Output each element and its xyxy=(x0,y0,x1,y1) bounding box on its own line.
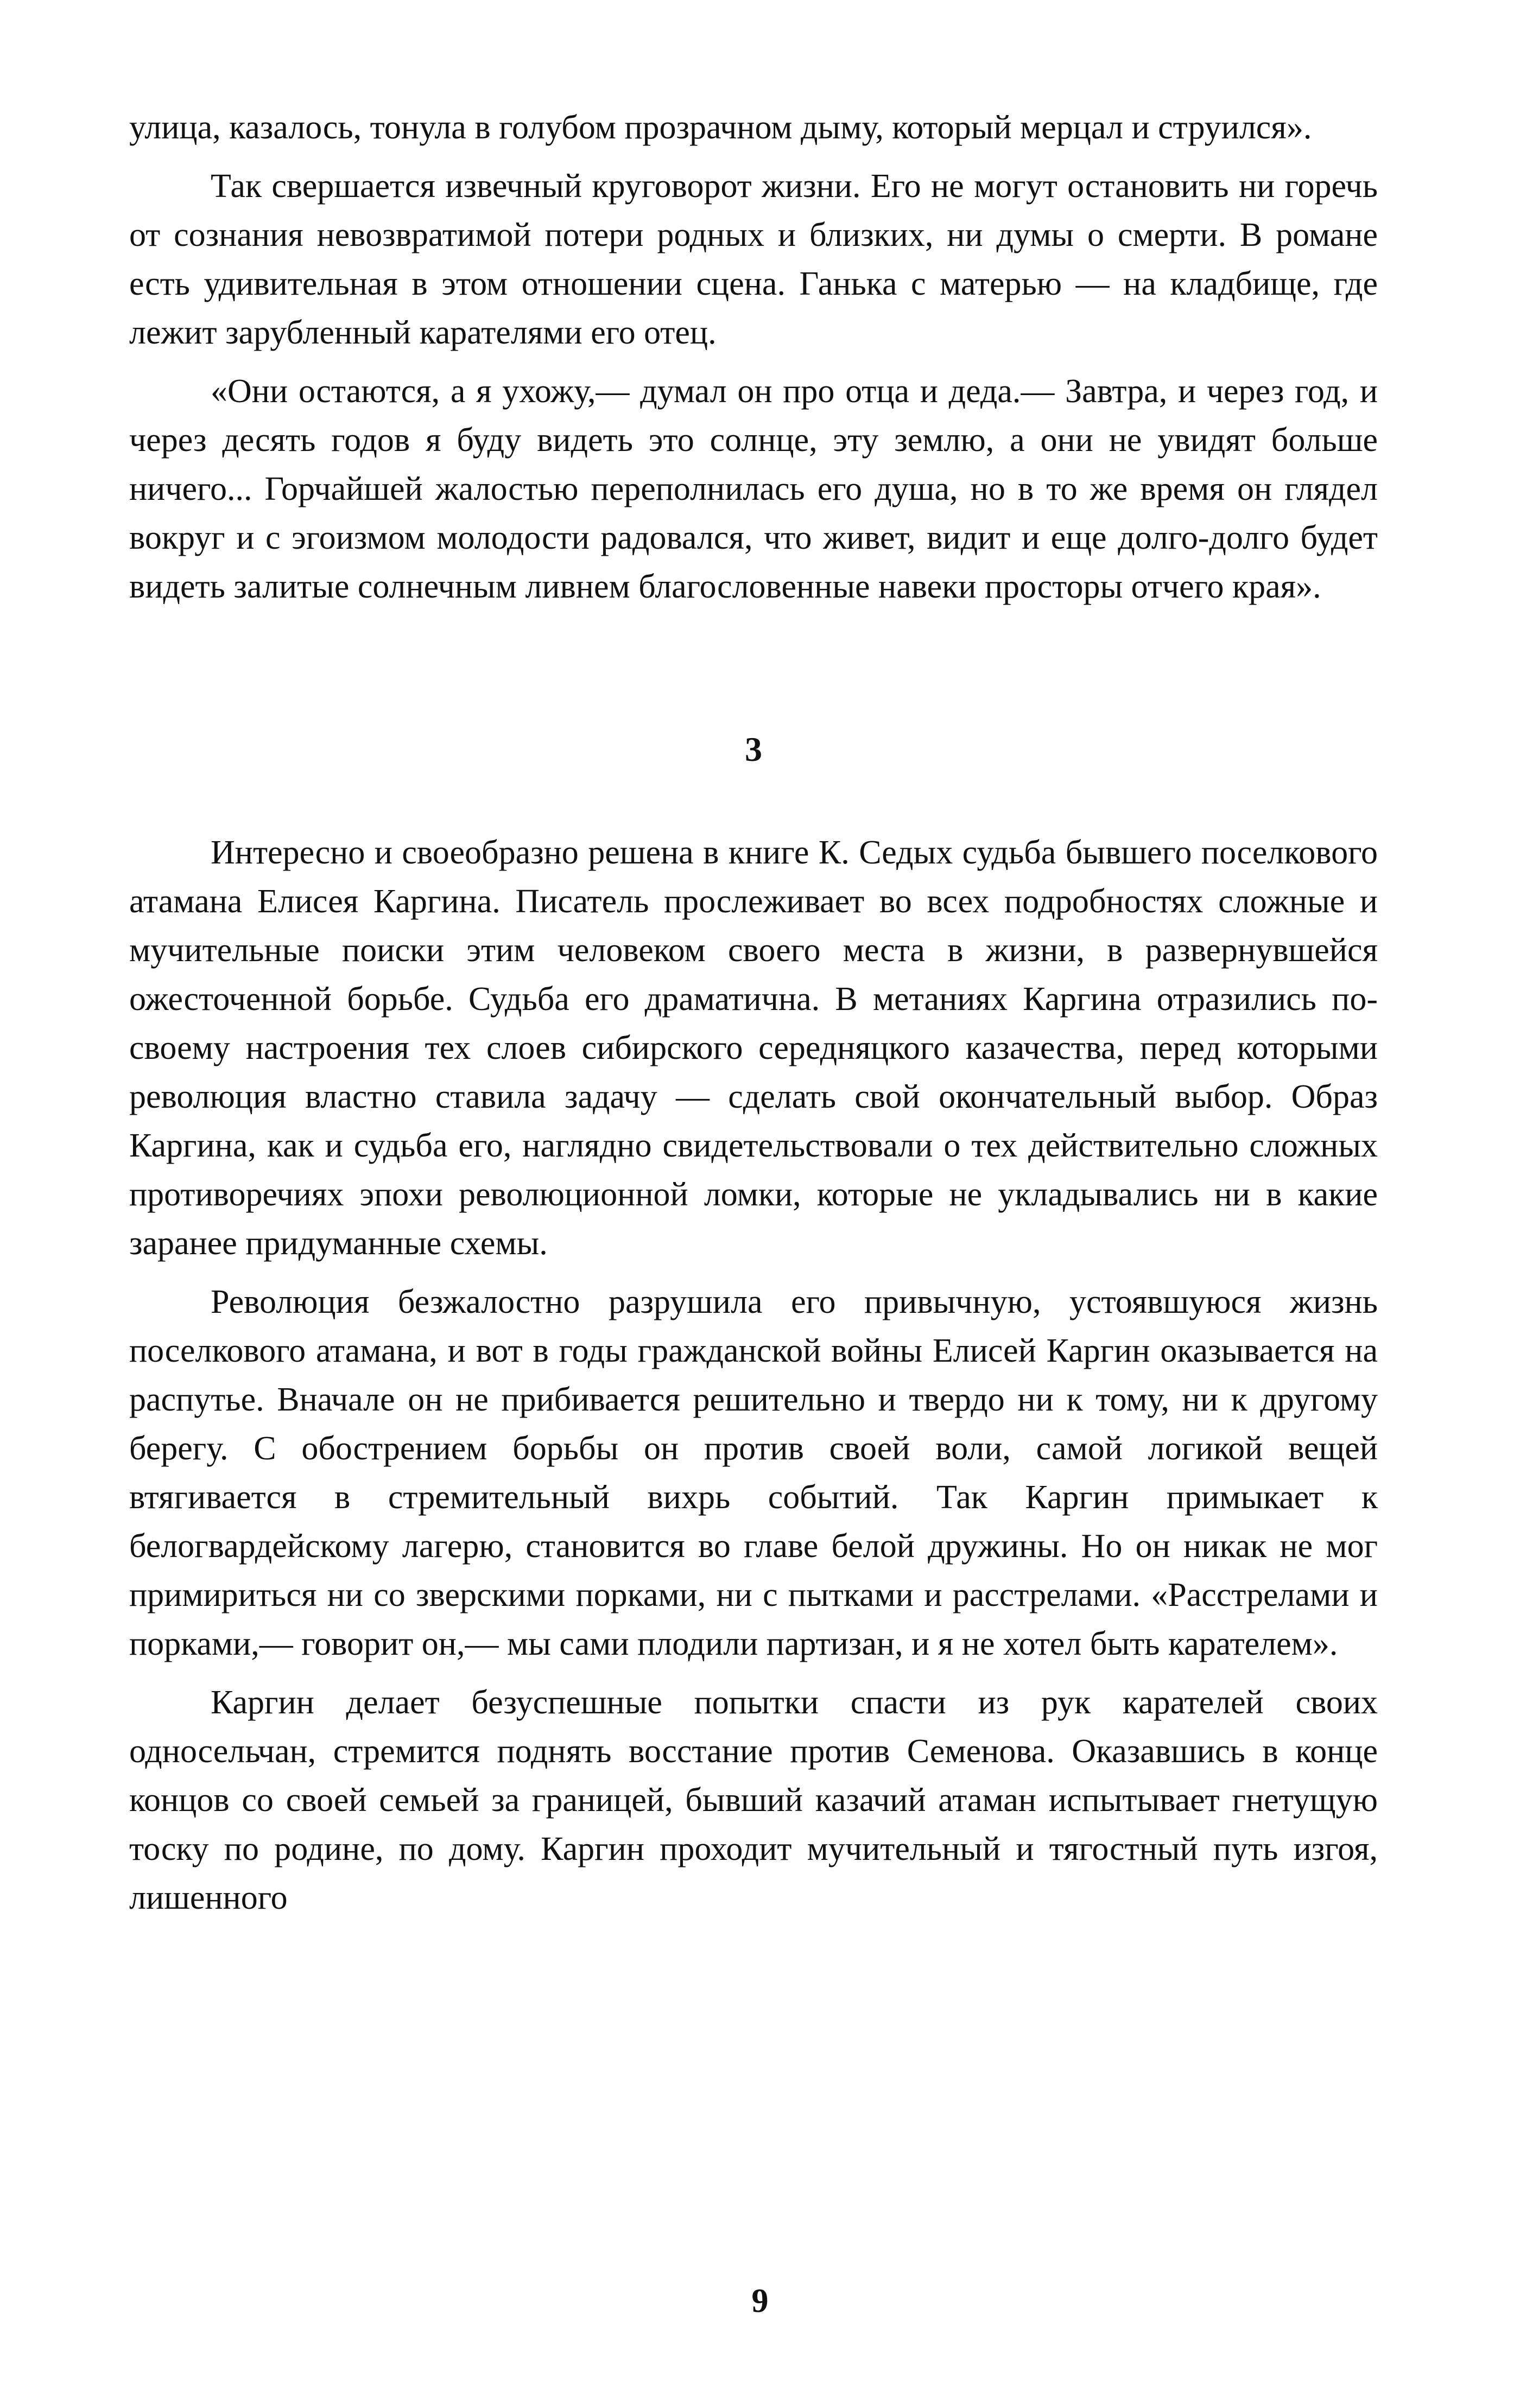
paragraph-continuation: улица, казалось, тонула в голубом прозрачном дыму, который мерцал и струился». xyxy=(129,109,1312,146)
paragraph-kargin-attempts: Каргин делает безуспешные попытки спасти из рук карателей своих односельчан, стремится поднять восстание против Семенова. Оказавшись в конце концов со своей семьей за границей, бывший казачий атаман испытывает гнетущую тоску по родине, по дому. Каргин проходит мучительный и тягостный путь изгоя, лишенного xyxy=(129,1684,1378,1916)
paragraph-cycle-of-life: Так свершается извечный круговорот жизни. Его не могут остановить ни горечь от сознания невозвратимой потери родных и близких, ни думы о смерти. В романе есть удивительная в этом отношении сцена. Ганька с матерью — на кладбище, где лежит зарубленный карателями его отец. xyxy=(129,168,1378,351)
page-body xyxy=(129,103,1378,1922)
paragraph-revolution: Революция безжалостно разрушила его привычную, устоявшуюся жизнь поселкового атамана, и вот в годы гражданской войны Елисей Каргин оказывается на распутье. Вначале он не прибивается решительно и твердо ни к тому, ни к другому берегу. С обострением борьбы он против своей воли, самой логикой вещей втягивается в стремительный вихрь событий. Так Каргин примыкает к белогвардейскому лагерю, становится во главе белой дружины. Но он никак не мог примириться ни со зверскими порками, ни с пытками и расстрелами. «Расстрелами и порками,— говорит он,— мы сами плодили партизан, и я не хотел быть карателем». xyxy=(129,1284,1378,1662)
paragraph-quote-ganka: «Они остаются, а я ухожу,— думал он про отца и деда.— Завтра, и через год, и через десять годов я буду видеть это солнце, эту землю, а они не увидят больше ничего... Горчайшей жалостью переполнилась его душа, но в то же время он глядел вокруг и с эгоизмом молодости радовался, что живет, видит и еще долго-долго будет видеть залитые солнечным ливнем благословенные навеки просторы отчего края». xyxy=(129,373,1378,605)
section-number: 3 xyxy=(745,730,762,768)
paragraph-kargin-fate: Интересно и своеобразно решена в книге К. Седых судьба бывшего поселкового атамана Елисея Каргина. Писатель прослеживает во всех подробностях сложные и мучительные поиски этим человеком своего места в жизни, в развернувшейся ожесточенной борьбе. Судьба его драматична. В метаниях Каргина отразились по-своему настроения тех слоев сибирского середняцкого казачества, перед которыми революция властно ставила задачу — сделать свой окончательный выбор. Образ Каргина, как и судьба его, наглядно свидетельствовали о тех действительно сложных противоречиях эпохи революционной ломки, которые не укладывались ни в какие заранее придуманные схемы. xyxy=(129,834,1378,1262)
page-number: 9 xyxy=(751,2283,769,2320)
